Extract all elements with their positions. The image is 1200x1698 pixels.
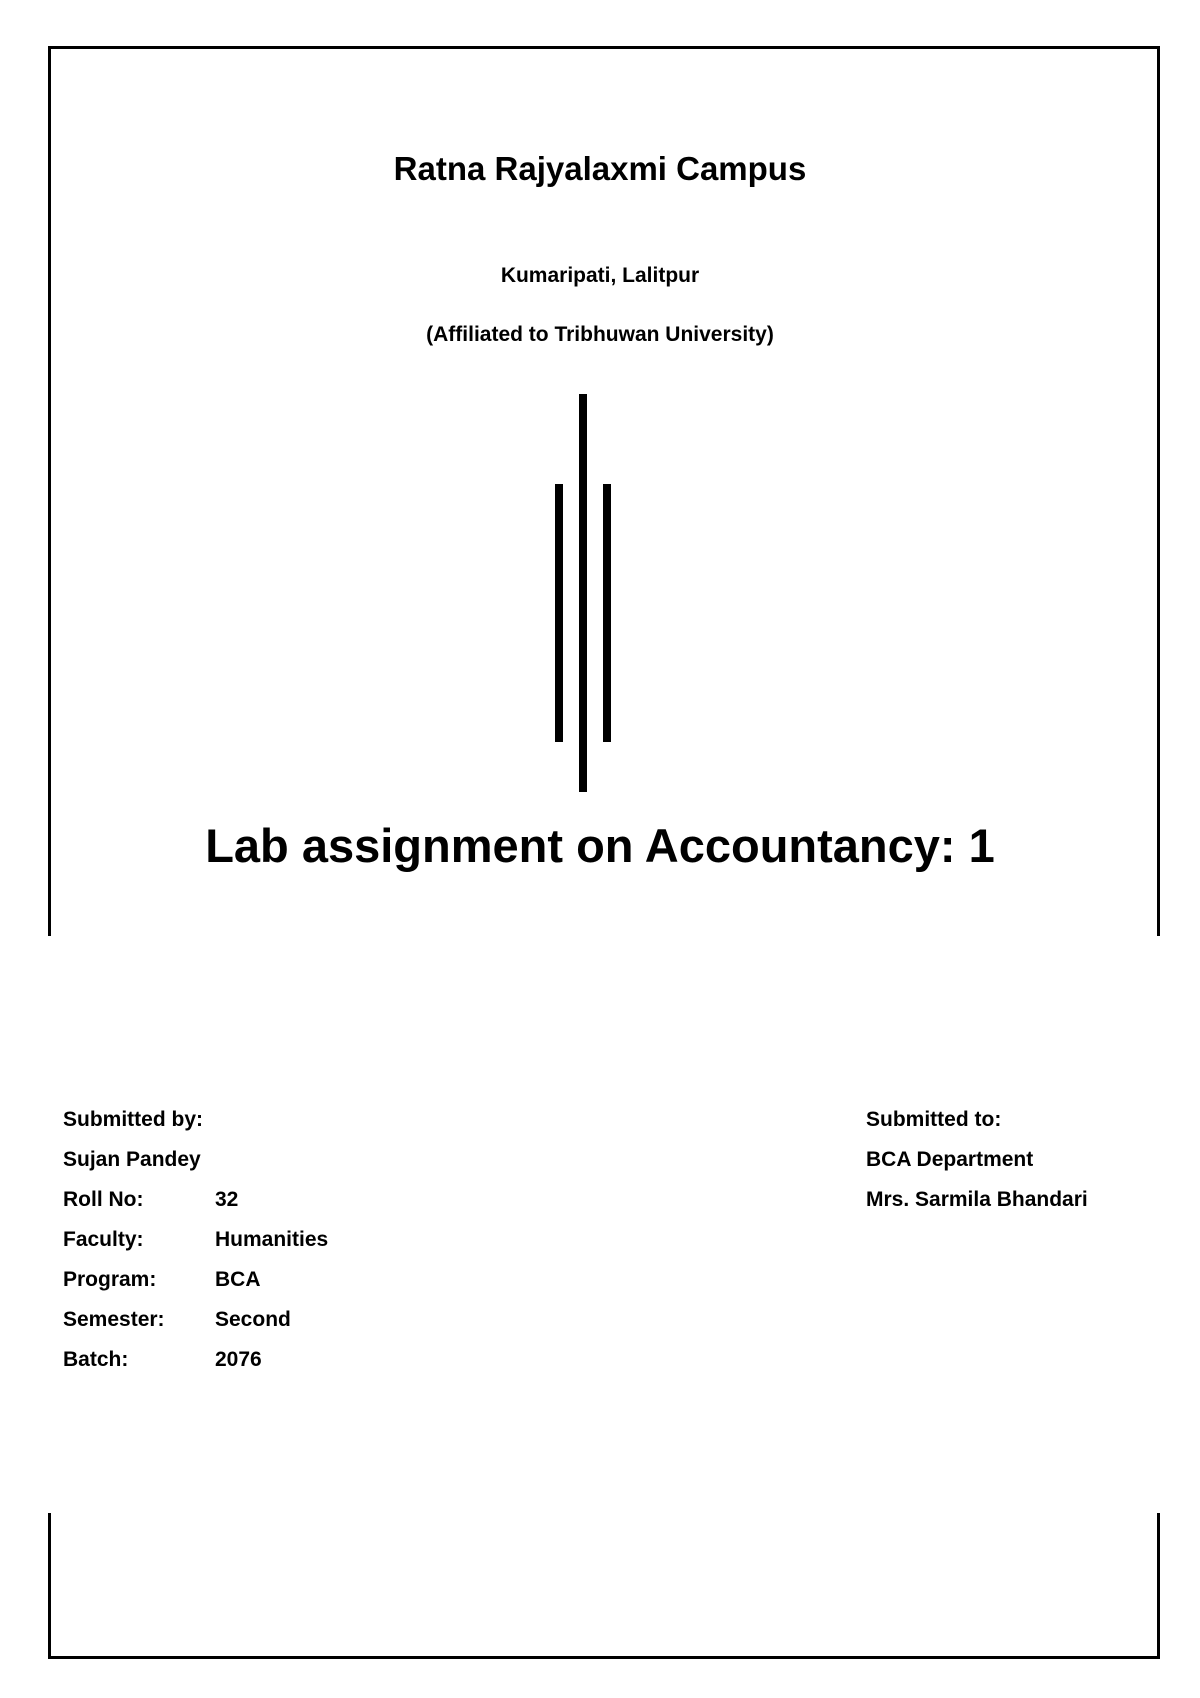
field-value: Second bbox=[215, 1308, 291, 1331]
field-label: Batch: bbox=[63, 1348, 129, 1371]
submitted-by-heading: Submitted by: bbox=[63, 1108, 203, 1131]
field-label: Roll No: bbox=[63, 1188, 144, 1211]
field-value: 32 bbox=[215, 1188, 239, 1211]
field-value: Humanities bbox=[215, 1228, 329, 1251]
field-label: Program: bbox=[63, 1268, 157, 1291]
student-name: Sujan Pandey bbox=[63, 1148, 201, 1171]
decorative-bar-left bbox=[555, 484, 563, 742]
teacher-name: Mrs. Sarmila Bhandari bbox=[866, 1188, 1088, 1211]
field-label: Faculty: bbox=[63, 1228, 144, 1251]
field-row bbox=[63, 1340, 328, 1380]
submitted-to-block bbox=[866, 1100, 1088, 1220]
submitted-to-heading: Submitted to: bbox=[866, 1108, 1002, 1131]
field-value: BCA bbox=[215, 1268, 261, 1291]
field-row bbox=[63, 1180, 328, 1220]
field-row bbox=[63, 1260, 328, 1300]
campus-name: Ratna Rajyalaxmi Campus bbox=[393, 150, 807, 187]
document-title: Lab assignment on Accountancy: 1 bbox=[205, 819, 995, 872]
submitted-by-block bbox=[63, 1100, 328, 1380]
decorative-bar-right bbox=[603, 484, 611, 742]
department-name: BCA Department bbox=[866, 1148, 1034, 1171]
field-label: Semester: bbox=[63, 1308, 165, 1331]
decorative-bar-center bbox=[579, 394, 587, 792]
affiliation: (Affiliated to Tribhuwan University) bbox=[426, 323, 774, 346]
field-row bbox=[63, 1220, 328, 1260]
border-right-lower bbox=[1157, 1513, 1160, 1659]
field-value: 2076 bbox=[215, 1348, 262, 1371]
border-left-lower bbox=[48, 1513, 51, 1659]
field-row bbox=[63, 1300, 328, 1340]
border-top bbox=[48, 46, 1160, 49]
campus-location: Kumaripati, Lalitpur bbox=[500, 264, 700, 287]
border-bottom bbox=[48, 1656, 1160, 1659]
